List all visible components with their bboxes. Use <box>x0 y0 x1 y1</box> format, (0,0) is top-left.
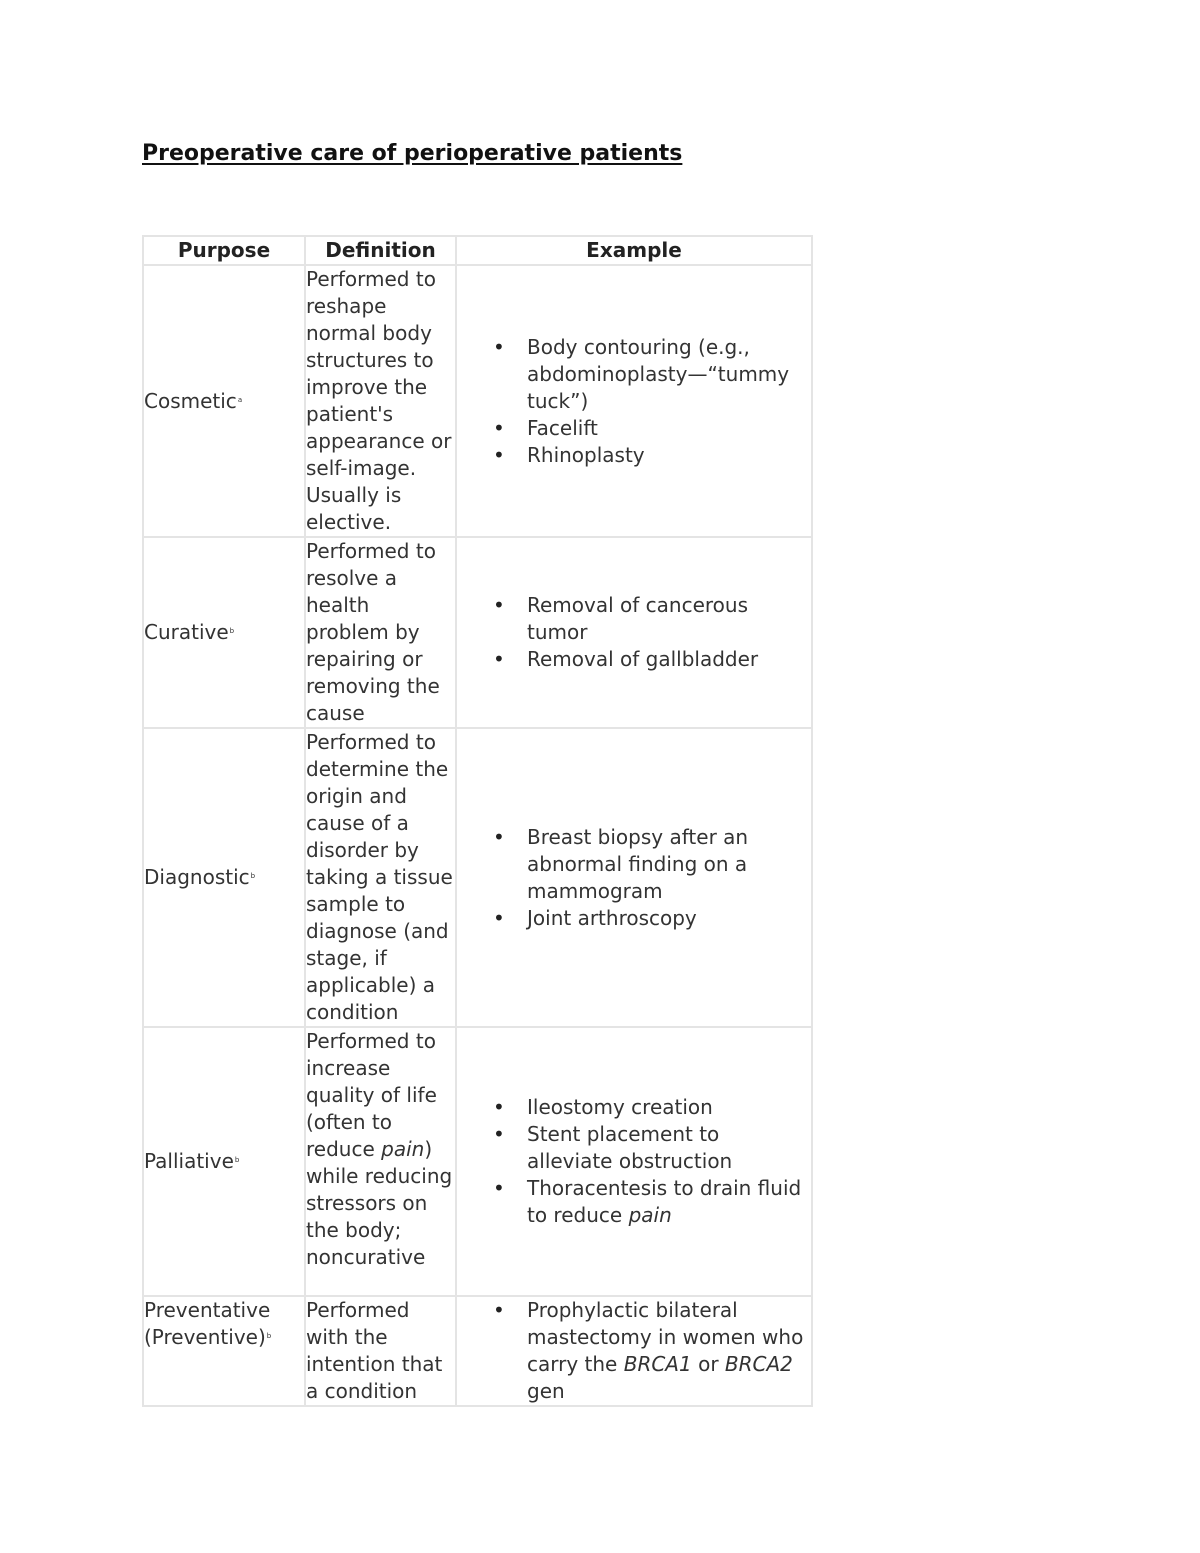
example-list <box>457 1094 811 1229</box>
table-row <box>143 728 812 1027</box>
list-item: • Stent placement to alleviate obstruction <box>527 1121 811 1175</box>
header-definition: Definition <box>305 236 456 265</box>
definition-cell: Performed to reshape normal body structures to improve the patient's appearance or self-image. Usually is elective. <box>305 265 456 537</box>
list-item <box>527 1175 811 1229</box>
purpose-label: Curative <box>144 620 229 644</box>
example-list <box>457 592 811 673</box>
list-item: • Ileostomy creation <box>527 1094 811 1121</box>
table-row <box>143 537 812 728</box>
table-row <box>143 265 812 537</box>
example-cell <box>456 728 812 1027</box>
example-list <box>457 1297 811 1405</box>
example-emphasis: BRCA1 <box>623 1352 692 1376</box>
table-header-row <box>143 236 812 265</box>
definition-text: ) while reducing stressors on the body; noncurative <box>306 1137 453 1269</box>
list-item: • Joint arthroscopy <box>527 905 811 932</box>
purpose-cell <box>143 1296 305 1406</box>
example-list <box>457 824 811 932</box>
list-item: • Body contouring (e.g., abdominoplasty—“tummy tuck”) <box>527 334 811 415</box>
purpose-cell <box>143 1027 305 1296</box>
definition-cell: Performed to resolve a health problem by repairing or removing the cause <box>305 537 456 728</box>
list-item: • Removal of cancerous tumor <box>527 592 811 646</box>
footnote-marker: b <box>250 872 256 880</box>
purpose-cell <box>143 728 305 1027</box>
purpose-label: Preventative (Preventive) <box>144 1298 271 1349</box>
surgery-purpose-table <box>142 235 813 1407</box>
purpose-cell <box>143 265 305 537</box>
footnote-marker: a <box>237 395 243 404</box>
definition-text: Performed to increase quality of life (often to reduce <box>306 1029 437 1161</box>
page-title: Preoperative care of perioperative patients <box>142 141 683 166</box>
header-purpose: Purpose <box>143 236 305 265</box>
header-example: Example <box>456 236 812 265</box>
list-item: • Rhinoplasty <box>527 442 811 469</box>
purpose-label: Palliative <box>144 1149 234 1173</box>
definition-cell <box>305 1027 456 1296</box>
footnote-marker: b <box>234 1156 240 1164</box>
purpose-cell <box>143 537 305 728</box>
definition-emphasis: pain <box>381 1137 425 1161</box>
list-item <box>527 1297 811 1405</box>
example-cell <box>456 265 812 537</box>
example-text: or <box>691 1352 725 1376</box>
list-item: • Breast biopsy after an abnormal finding on a mammogram <box>527 824 811 905</box>
list-item: • Facelift <box>527 415 811 442</box>
example-emphasis: BRCA2 <box>724 1352 793 1376</box>
example-list <box>457 334 811 469</box>
purpose-label: Cosmetic <box>144 388 237 413</box>
purpose-label: Diagnostic <box>144 865 250 889</box>
footnote-marker: b <box>229 627 235 635</box>
example-emphasis: pain <box>628 1203 672 1227</box>
definition-cell: Performed to determine the origin and cause of a disorder by taking a tissue sample to diagnose (and stage, if applicable) a condition <box>305 728 456 1027</box>
example-text: gen <box>527 1379 565 1403</box>
example-cell <box>456 1027 812 1296</box>
example-cell <box>456 537 812 728</box>
example-text: Thoracentesis to drain fluid to reduce <box>527 1176 802 1227</box>
example-text: Prophylactic bilateral mastectomy in women who carry the <box>527 1298 804 1376</box>
list-item: • Removal of gallbladder <box>527 646 811 673</box>
example-cell <box>456 1296 812 1406</box>
table-row <box>143 1296 812 1406</box>
table-row <box>143 1027 812 1296</box>
footnote-marker: b <box>266 1332 272 1340</box>
definition-cell: Performed with the intention that a condition <box>305 1296 456 1406</box>
